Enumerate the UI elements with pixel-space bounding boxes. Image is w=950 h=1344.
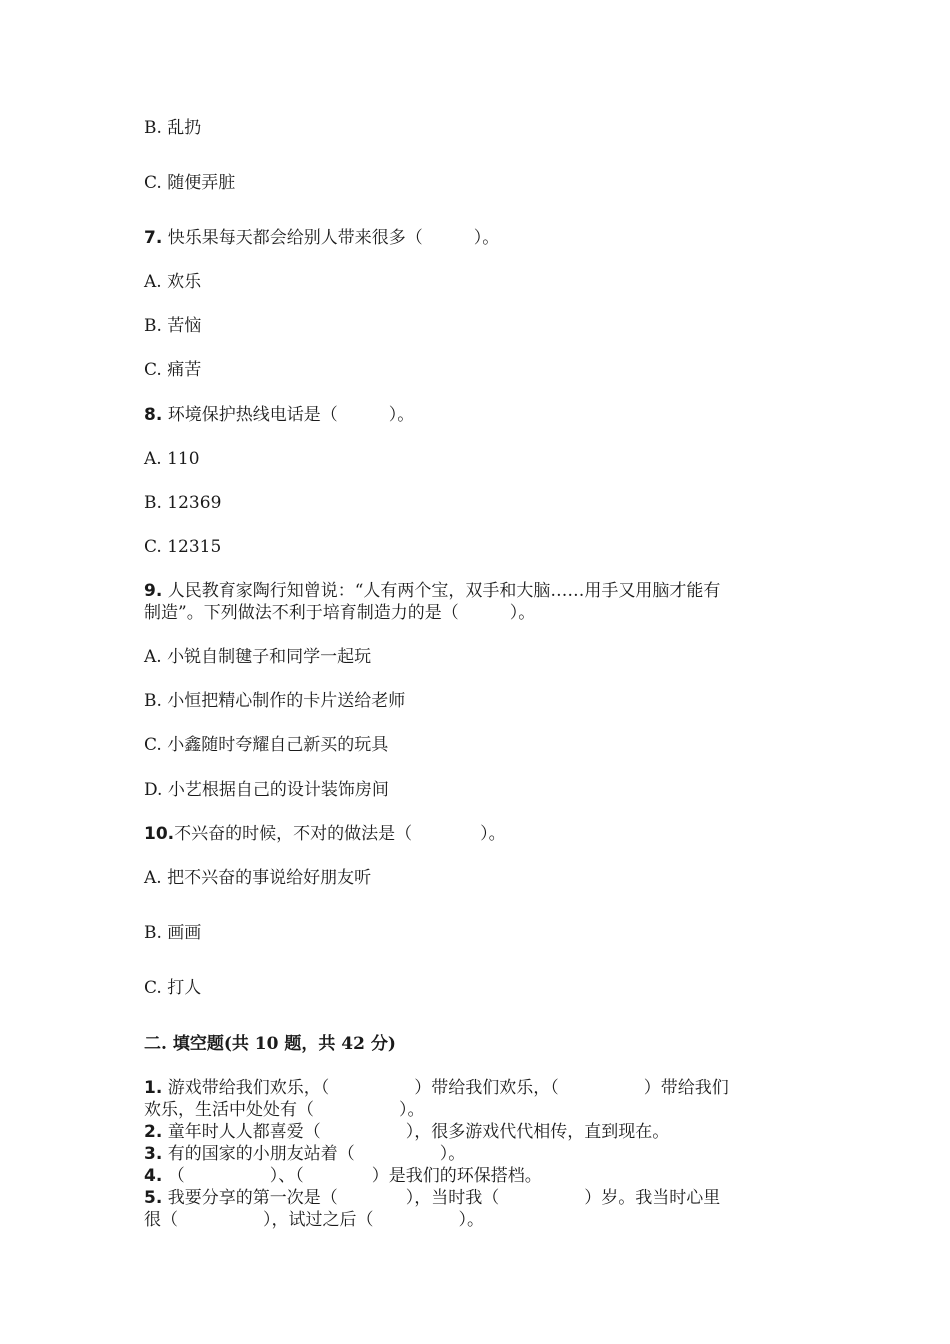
q9-option-b: B. 小恒把精心制作的卡片送给老师: [144, 691, 406, 711]
question-text: 有的国家的小朋友站着（ ）。: [167, 1144, 466, 1164]
question-text-line-1: 人民教育家陶行知曾说：“人有两个宝，双手和大脑……用手又用脑才能有: [167, 581, 721, 601]
section-heading: 二. 填空题(共 10 题，共 42 分): [144, 1034, 396, 1054]
q6-option-b: B. 乱扔: [144, 118, 202, 138]
fill-question-3: [144, 1143, 465, 1165]
fill-question-2: [144, 1121, 669, 1143]
q10-option-b: B. 画画: [144, 923, 202, 943]
question-text: 环境保护热线电话是（ ）。: [167, 405, 415, 425]
q10-option-c: C. 打人: [144, 978, 202, 998]
q9-option-d: D. 小艺根据自己的设计装饰房间: [144, 780, 389, 800]
fill-question-1: [144, 1077, 729, 1099]
q8-option-c: C. 12315: [144, 537, 222, 557]
question-number: 9.: [144, 581, 163, 601]
question-10: [144, 823, 506, 845]
q8-option-b: B. 12369: [144, 493, 222, 513]
q7-option-a: A. 欢乐: [144, 272, 202, 292]
question-number: 5.: [144, 1188, 163, 1208]
question-text: 快乐果每天都会给别人带来很多（ ）。: [167, 228, 500, 248]
question-7: [144, 227, 499, 249]
question-number: 3.: [144, 1144, 163, 1164]
q6-option-c: C. 随便弄脏: [144, 173, 236, 193]
question-text: （ ）、（ ）是我们的环保搭档。: [167, 1166, 542, 1186]
question-number: 1.: [144, 1078, 163, 1098]
question-text-line-1: 我要分享的第一次是（ ），当时我（ ）岁。我当时心里: [167, 1188, 721, 1208]
fill-question-5: [144, 1187, 720, 1209]
fill-question-1-line-2: 欢乐，生活中处处有（ ）。: [144, 1100, 425, 1120]
question-number: 10.: [144, 824, 175, 844]
q7-option-c: C. 痛苦: [144, 360, 202, 380]
question-text: 不兴奋的时候，不对的做法是（ ）。: [174, 824, 506, 844]
q7-option-b: B. 苦恼: [144, 316, 202, 336]
q10-option-a: A. 把不兴奋的事说给好朋友听: [144, 868, 372, 888]
question-9: [144, 580, 720, 602]
fill-question-5-line-2: 很（ ），试过之后（ ）。: [144, 1210, 484, 1230]
question-number: 2.: [144, 1122, 163, 1142]
question-9-text-line-2: 制造”。下列做法不利于培育制造力的是（ ）。: [144, 603, 536, 623]
question-number: 4.: [144, 1166, 163, 1186]
fill-question-4: [144, 1165, 542, 1187]
q8-option-a: A. 110: [144, 449, 200, 469]
question-text: 童年时人人都喜爱（ ），很多游戏代代相传，直到现在。: [167, 1122, 670, 1142]
question-number: 8.: [144, 405, 163, 425]
q9-option-c: C. 小鑫随时夸耀自己新买的玩具: [144, 735, 389, 755]
question-8: [144, 404, 414, 426]
q9-option-a: A. 小锐自制毽子和同学一起玩: [144, 647, 372, 667]
question-number: 7.: [144, 228, 163, 248]
question-text-line-1: 游戏带给我们欢乐，（ ）带给我们欢乐，（ ）带给我们: [167, 1078, 729, 1098]
